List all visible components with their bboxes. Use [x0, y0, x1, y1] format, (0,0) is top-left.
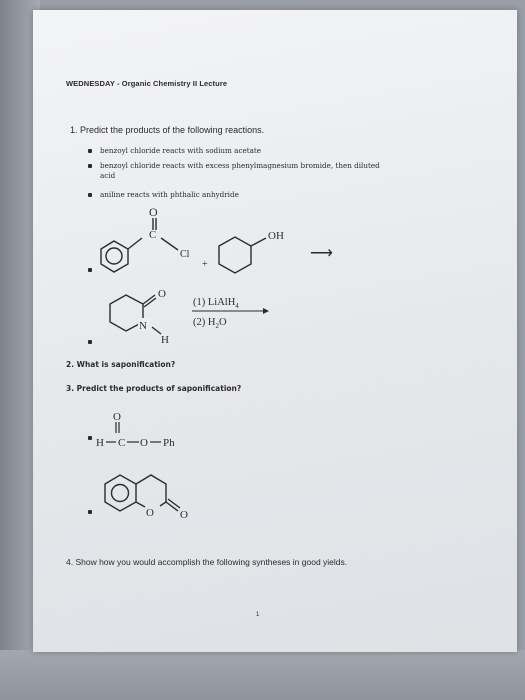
- aromatic-circle-icon: [106, 248, 122, 264]
- lactone-ring-oxygen-label: O: [146, 507, 154, 519]
- bullet-item-3: aniline reacts with phthalic anhydride: [100, 190, 239, 199]
- question-1: 1. Predict the products of the following reactions.: [70, 125, 265, 135]
- page-header: WEDNESDAY - Organic Chemistry II Lecture: [66, 79, 228, 88]
- question-3: 3. Predict the products of saponification?: [66, 384, 242, 393]
- cyclohexane-ring-icon: [219, 237, 251, 273]
- formate-carbon-label: C: [118, 437, 126, 449]
- question-4: 4. Show how you would accomplish the following syntheses in good yields.: [66, 557, 348, 567]
- carbonyl-oxygen-label: O: [149, 205, 158, 219]
- carbonyl-carbon-label: C: [149, 229, 157, 241]
- chlorine-label: Cl: [180, 249, 190, 260]
- reagent-1-label: (1) LiAlH$_4$: [193, 297, 239, 310]
- plus-sign: +: [202, 259, 208, 270]
- hydrogen-label: H: [161, 334, 169, 346]
- formate-ester-oxygen-label: O: [140, 437, 148, 449]
- bullet-item-1: benzoyl chloride reacts with sodium acetate: [100, 146, 262, 155]
- formate-hydrogen-label: H: [96, 437, 104, 449]
- bullet-item-2: benzoyl chloride reacts with excess phenylmagnesium bromide, then diluted: [100, 161, 380, 170]
- reagent-2-label: (2) $H_2O$: [193, 317, 227, 330]
- benzoyl-chloride-structure: [101, 218, 178, 272]
- phenyl-label: Ph: [163, 437, 175, 449]
- page-number: 1: [256, 612, 260, 618]
- lactam-structure: [110, 295, 161, 334]
- hydroxyl-label: OH: [268, 230, 284, 242]
- benzene-ring-icon: [101, 241, 128, 272]
- lactone-structure: [105, 475, 180, 511]
- question-2: 2. What is saponification?: [66, 360, 176, 369]
- lactone-carbonyl-oxygen-label: O: [180, 509, 188, 521]
- cyclohexanol-structure: [219, 237, 266, 273]
- formate-oxygen-label: O: [113, 411, 121, 423]
- lactone-ring-icon: [136, 475, 166, 502]
- aromatic-circle-icon: [112, 485, 129, 502]
- lactam-oxygen-label: O: [158, 288, 166, 300]
- reagent-arrowhead-icon: [263, 308, 269, 314]
- nitrogen-label: N: [139, 320, 147, 332]
- bullet-item-2-continued: acid: [100, 171, 116, 180]
- reaction-arrow-icon: ⟶: [310, 245, 333, 262]
- benzene-ring-icon: [105, 475, 136, 511]
